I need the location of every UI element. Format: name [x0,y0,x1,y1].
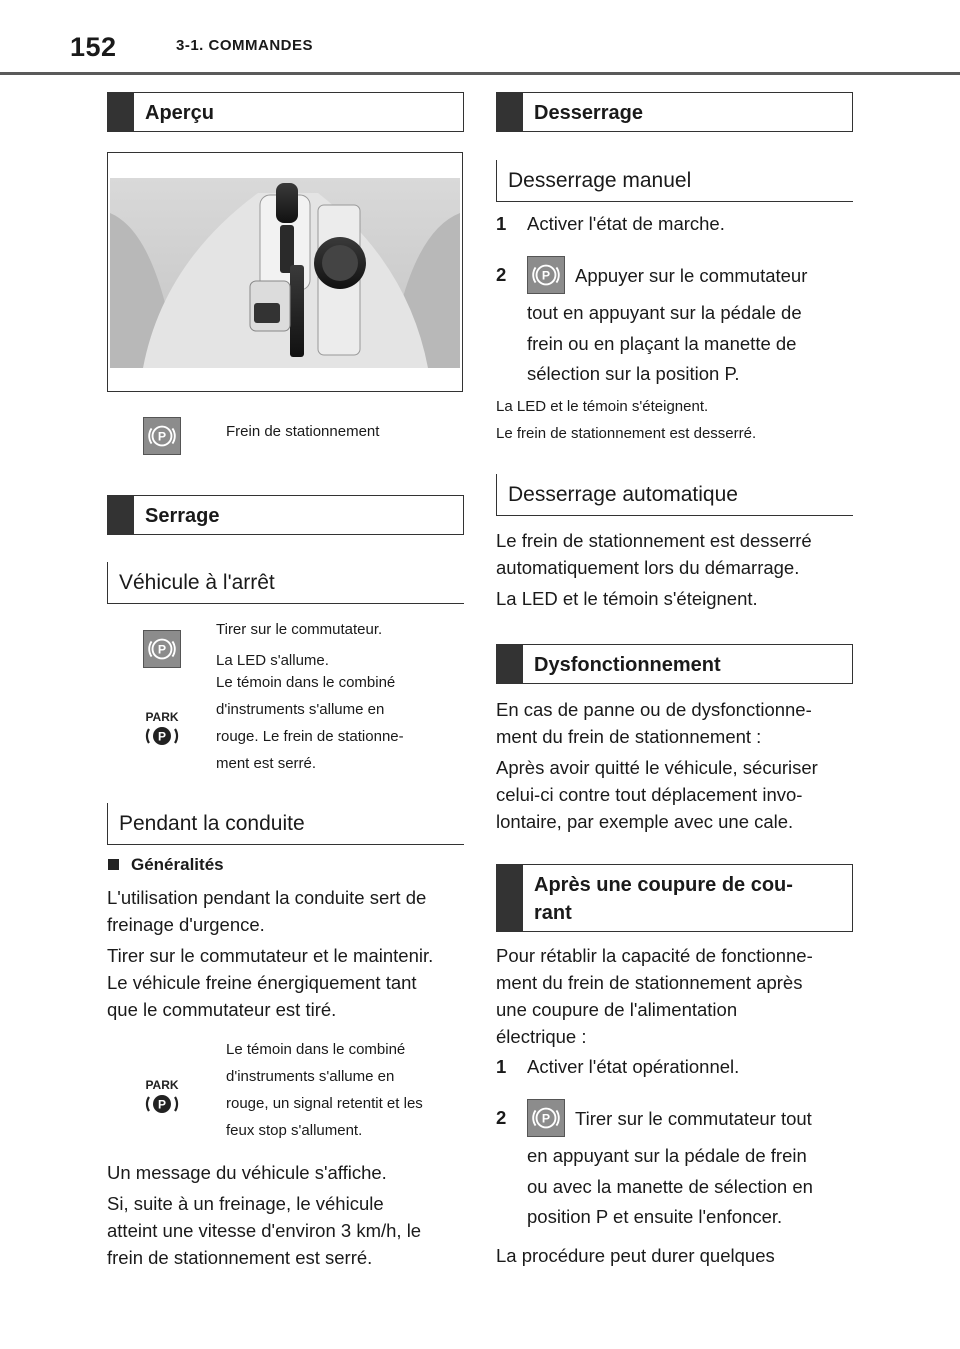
parking-brake-icon [143,630,181,668]
arret-line-6: ment est serré. [216,755,317,772]
svg-text:PARK: PARK [145,710,179,724]
subsection-manuel [496,160,853,202]
dysf-para1-l2: ment du frein de stationnement : [496,726,762,747]
dysf-para2-l1: Après avoir quitté le véhicule, sécuriser [496,757,818,778]
svg-text:P: P [157,729,167,744]
step-number: 1 [496,1056,507,1077]
conduite-para4-l3: frein de stationnement est serré. [107,1247,373,1268]
arret-line-2: La LED s'allume. [216,652,329,669]
section-desserrage [496,92,853,132]
section-title: Aperçu [145,102,214,124]
conduite-para3: Un message du véhicule s'affiche. [107,1162,387,1183]
svg-text:P: P [541,268,551,283]
svg-text:PARK: PARK [145,1078,179,1092]
coupure-para-l1: Pour rétablir la capacité de fonctionne- [496,945,813,966]
generalites-heading: Généralités [131,855,224,874]
conduite-para1-l2: freinage d'urgence. [107,914,265,935]
parking-brake-icon [143,417,181,455]
coupure-para-l4: électrique : [496,1026,587,1047]
center-console-illustration [108,153,462,391]
section-title: Serrage [145,505,220,527]
arret-line-4: d'instruments s'allume en [216,701,385,718]
section-title [534,871,793,927]
dysf-para2-l2: celui-ci contre tout déplacement invo- [496,784,803,805]
parking-brake-icon [527,1099,565,1137]
subsection-title: Véhicule à l'arrêt [119,571,275,594]
arret-line-5: rouge. Le frein de stationne- [216,728,404,745]
coupure-step2-l2: en appuyant sur la pédale de frein [527,1145,807,1166]
notice-line-3: rouge, un signal retentit et les [226,1095,423,1112]
svg-text:P: P [157,429,167,444]
step-number: 1 [496,213,507,234]
coupure-para-l2: ment du frein de stationnement après [496,972,803,993]
auto-para2: La LED et le témoin s'éteignent. [496,588,758,609]
auto-para-l1: Le frein de stationnement est desserré [496,530,812,551]
svg-text:P: P [157,1097,167,1112]
header-divider [0,72,960,75]
manuel-note-1: La LED et le témoin s'éteignent. [496,398,709,415]
section-title-line-2: rant [534,902,572,924]
notice-line-4: feux stop s'allument. [226,1122,363,1139]
section-title: Desserrage [534,102,643,124]
conduite-para2-l3: que le commutateur est tiré. [107,999,337,1020]
manuel-step2-l1: Appuyer sur le commutateur [575,265,808,286]
section-serrage [107,495,464,535]
conduite-para2-l1: Tirer sur le commutateur et le maintenir. [107,945,434,966]
subsection-arret [107,562,464,604]
step-number: 2 [496,1107,507,1128]
manuel-step2-l2: tout en appuyant sur la pédale de [527,302,802,323]
subsection-title: Desserrage automatique [508,483,738,506]
svg-text:P: P [541,1111,551,1126]
section-dysfonctionnement [496,644,853,684]
coupure-step2-l1: Tirer sur le commutateur tout [575,1108,812,1129]
console-photo [107,152,463,392]
chapter-title: 3-1. COMMANDES [176,37,314,54]
section-coupure [496,864,853,932]
manuel-step2-l4: sélection sur la position P. [527,363,740,384]
arret-line-3: Le témoin dans le combiné [216,674,396,691]
subsection-title: Pendant la conduite [119,812,305,835]
manuel-note-2: Le frein de stationnement est desserré. [496,425,757,442]
arret-line-1: Tirer sur le commutateur. [216,621,383,638]
coupure-last: La procédure peut durer quelques [496,1245,775,1266]
subsection-auto [496,474,853,516]
parking-brake-legend: Frein de stationnement [226,423,380,440]
park-warning-icon [142,1076,182,1118]
notice-line-1: Le témoin dans le combiné [226,1041,406,1058]
manuel-step2-l3: frein ou en plaçant la manette de [527,333,797,354]
step-number: 2 [496,264,507,285]
section-apercu [107,92,464,132]
conduite-para2-l2: Le véhicule freine énergiquement tant [107,972,417,993]
coupure-para-l3: une coupure de l'alimentation [496,999,738,1020]
section-title-line-1: Après une coupure de cou- [534,874,793,896]
section-title: Dysfonctionnement [534,654,721,676]
coupure-step2-l4: position P et ensuite l'enfoncer. [527,1206,783,1227]
parking-brake-icon [527,256,565,294]
auto-para-l2: automatiquement lors du démarrage. [496,557,800,578]
dysf-para1-l1: En cas de panne ou de dysfonctionne- [496,699,812,720]
square-bullet-icon [108,859,119,870]
manuel-step1: Activer l'état de marche. [527,213,725,234]
park-warning-icon [142,708,182,750]
svg-text:P: P [157,642,167,657]
subsection-title: Desserrage manuel [508,169,692,192]
subsection-conduite [107,803,464,845]
page-number: 152 [70,32,117,62]
coupure-step2-l3: ou avec la manette de sélection en [527,1176,813,1197]
notice-line-2: d'instruments s'allume en [226,1068,395,1085]
conduite-para4-l1: Si, suite à un freinage, le véhicule [107,1193,384,1214]
conduite-para1-l1: L'utilisation pendant la conduite sert de [107,887,427,908]
coupure-step1: Activer l'état opérationnel. [527,1056,740,1077]
dysf-para2-l3: lontaire, par exemple avec une cale. [496,811,794,832]
conduite-para4-l2: atteint une vitesse d'environ 3 km/h, le [107,1220,422,1241]
